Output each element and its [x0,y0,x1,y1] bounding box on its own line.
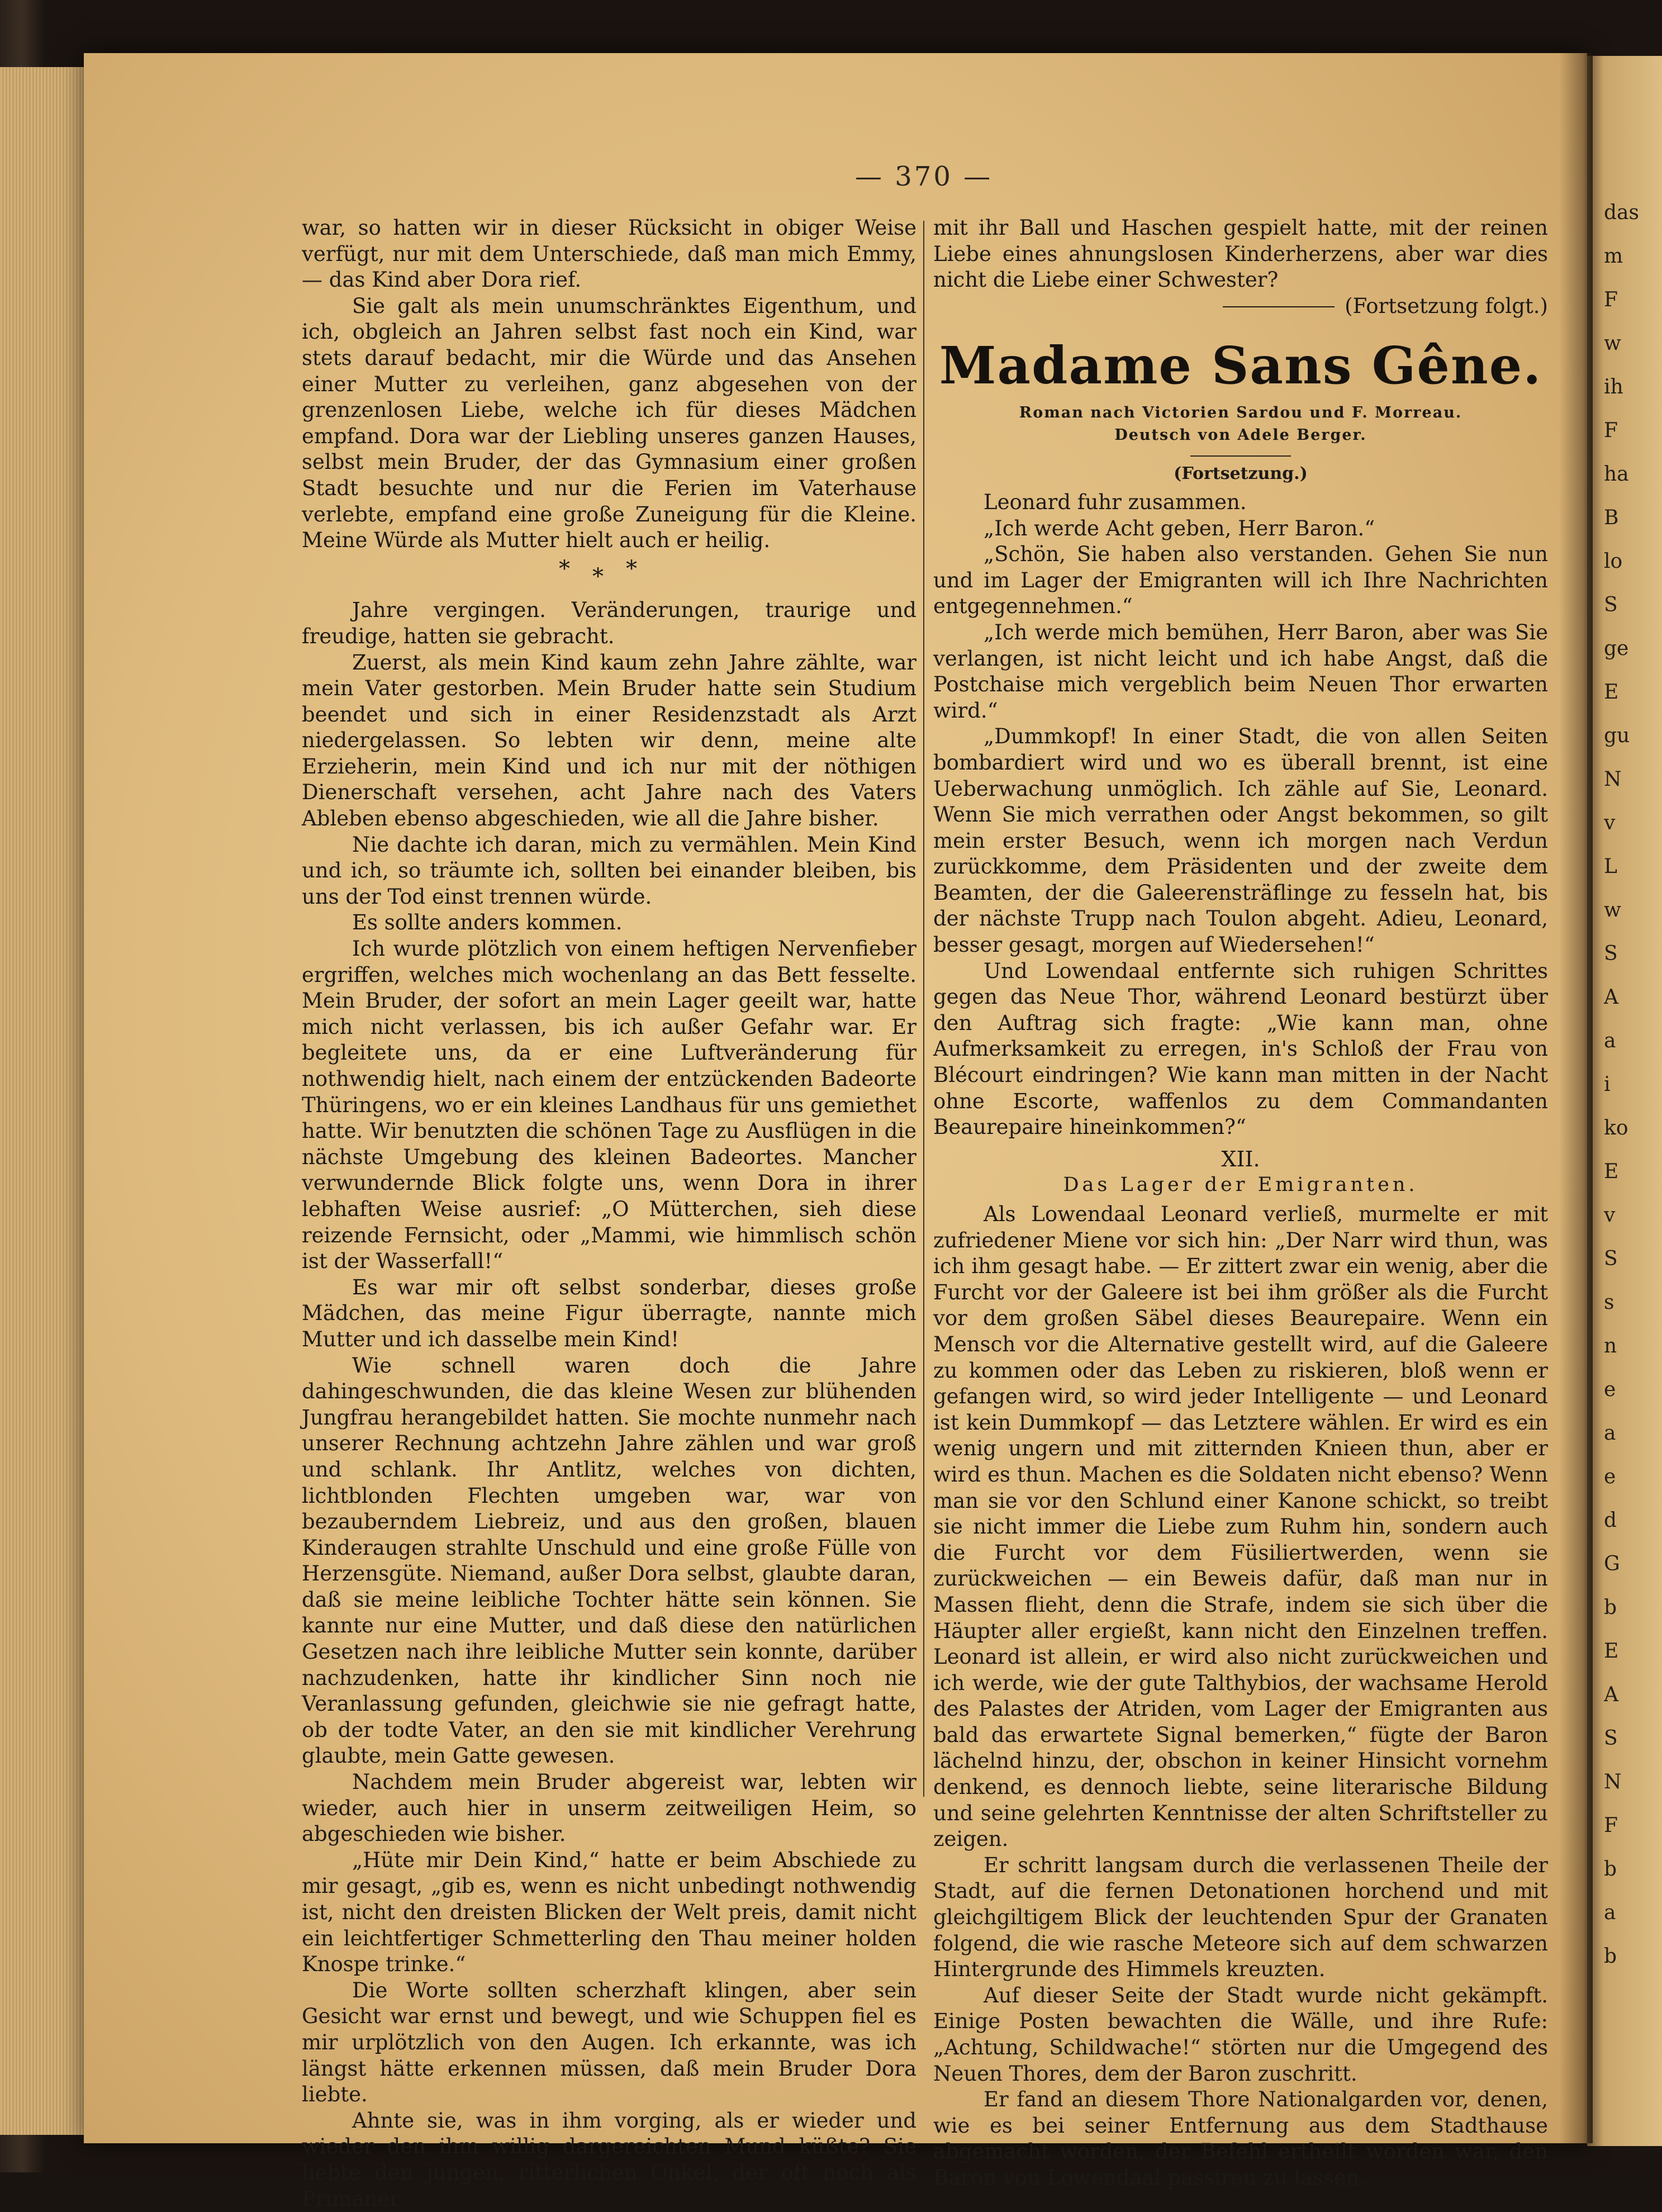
continued-note: (Fortsetzung folgt.) [1345,293,1548,318]
paragraph: Leonard fuhr zusammen. [984,490,1247,514]
byline-translator: Deutsch von Adele Berger. [1114,426,1367,444]
paragraph: Ich wurde plötzlich von einem heftigen Nervenfieber ergriffen, welches mich wochenlang an das Bett fesselte. Mein Bruder, der sofort an mein Lager geeilt war, hatte mich nicht verlassen, bis ich außer Gefahr war. Er begleitete uns, da er eine Luftveränderung für nothwendig hielt, nach einem der entzückenden Badeorte Thüringens, wo er ein kleines Landhaus für uns gemiethet hatte. Wir benutzten die schönen Tage zu Ausflügen in die nächste Umgebung des kleinen Badeortes. Mancher verwundernde Blick folgte uns, wenn Dora in ihrer lebhaften Weise ausrief: „O Mütterchen, sieh diese reizende Fernsicht, oder „Mammi, wie himmlisch schön ist der Wasserfall!“ [302,937,917,1274]
page-edges [0,67,89,2135]
paragraph: „Dummkopf! In einer Stadt, die von allen Seiten bombardiert wird und wo es überall brennt, ist eine Ueberwachung unmöglich. Ich zähle auf Sie, Leonard. Wenn Sie mich verrathen oder Angst bekommen, so gilt mein erster Besuch, wenn ich morgen nach Verdun zurückkomme, dem Präsidenten und der zweite dem Beamten, der die Galeerensträflinge zu fesseln hat, bis der nächste Trupp nach Toulon abgeht. Adieu, Leonard, besser gesagt, morgen auf Wiedersehen!“ [933,724,1548,957]
next-page-fragment: N [1604,1770,1622,1793]
next-page-fragment: lo [1604,550,1623,573]
divider-rule [1190,455,1291,457]
next-page-fragment: m [1604,245,1623,268]
next-page-fragment: s [1604,1291,1614,1314]
next-page-fragment: e [1604,1465,1616,1488]
next-page-fragment: a [1604,1029,1616,1052]
paragraph: Als Lowendaal Leonard verließ, murmelte er mit zufriedener Miene vor sich hin: „Der Narr wird thun, was ich ihm gesagt habe. — Er zittert zwar ein wenig, aber die Furcht vor der Galeere ist bei ihm größer als die Furcht vor dem großen Säbel dieses Beaurepaire. Wenn ein Mensch vor die Alternative gestellt wird, auf die Galeere zu kommen oder das Leben zu riskieren, bloß wenn er gefangen wird, so wird jeder Intelligente — und Leonard ist kein Dummkopf — das Letztere wählen. Er wird es ein wenig ungern und mit zitternden Knieen thun, aber er wird es thun. Machen es die Soldaten nicht ebenso? Wenn man sie vor den Schlund einer Kanone schickt, so treibt sie nicht immer die Liebe zum Ruhm hin, sondern auch die Furcht vor dem Füsiliertwerden, wenn sie zurückweichen — ein Beweis dafür, daß man nur in Massen flieht, denn die Strafe, indem sie sich über die Häupter aller ergießt, kann nicht den Einzelnen treffen. Leonard ist allein, er wird also nicht zurückweichen und ich werde, wie der gute Talthybios, der wachsame Herold des Palastes der Atriden, vom Lager der Emigranten aus bald das erwartete Signal bemerken,“ fügte der Baron lächelnd hinzu, der, obschon in keiner Hinsicht vornehm denkend, es dennoch liebte, seine literarische Bildung und seine gelehrten Kenntnisse der alten Schriftsteller zu zeigen. [933,1202,1548,1852]
story-headline: Madame Sans Gêne. [939,335,1542,396]
paragraph: Auf dieser Seite der Stadt wurde nicht gekämpft. Einige Posten bewachten die Wälle, und ihre Rufe: „Achtung, Schildwache!“ störten nur die Umgegend des Neuen Thores, dem der Baron zuschritt. [933,1983,1548,2086]
paragraph: Er fand an diesem Thore Nationalgarden vor, denen, wie es bei seiner Entfernung aus dem Stadthause abgemacht worden, der Befehl ertheilt worden war, den Baron von Lowendaal passiren zu lassen. [933,2087,1548,2190]
next-page-fragment: F [1604,288,1618,311]
next-page-fragment: das [1604,201,1639,224]
paragraph: Und Lowendaal entfernte sich ruhigen Schrittes gegen das Neue Thor, während Leonard bestürzt über den Auftrag sich fragte: „Wie kann man, ohne Aufmerksamkeit zu erregen, in's Schloß der Frau von Blécourt eindringen? Wie kann man mitten in der Nacht ohne Escorte, waffenlos zu dem Commandanten Beaurepaire hineinkommen?“ [933,958,1548,1140]
page-gutter-shadow [1559,53,1593,2143]
next-page-fragment: F [1604,1814,1618,1837]
paragraph: Die Worte sollten scherzhaft klingen, aber sein Gesicht war ernst und bewegt, und wie Schuppen fiel es mir urplötzlich von den Augen. Ich erkannte, was ich längst hätte erkennen müssen, daß mein Bruder Dora liebte. [302,1978,917,2107]
next-page-fragment: b [1604,1945,1617,1968]
paragraph: Ahnte sie, was in ihm vorging, als er wieder und wieder den ihm willig dargereichten Mund küßte? Sie liebte den jungen, ritterlichen Onkel, der oft noch als Primaner [302,2108,917,2211]
next-page-fragment: i [1604,1073,1611,1096]
paragraph: Es war mir oft selbst sonderbar, dieses große Mädchen, das meine Figur überragte, nannte mich Mutter und ich dasselbe mein Kind! [302,1275,917,1351]
paragraph: „Schön, Sie haben also verstanden. Gehen Sie nun und im Lager der Emigranten will ich Ihre Nachrichten entgegennehmen.“ [933,542,1548,619]
next-page-fragment: E [1604,681,1619,704]
paragraph: Nachdem mein Bruder abgereist war, lebten wir wieder, auch hier in unserm zeitweiligen Heim, so abgeschieden wie bisher. [302,1770,917,1847]
chapter-number: XII. [1221,1146,1260,1171]
next-page-fragment: a [1604,1901,1616,1924]
next-page-fragment: N [1604,768,1622,791]
next-page-fragment: w [1604,332,1621,355]
chapter-title: Das Lager der Emigranten. [1063,1174,1418,1197]
paragraph: war, so hatten wir in dieser Rücksicht in obiger Weise verfügt, nur mit dem Unterschiede, daß man mich Emmy, — das Kind aber Dora rief. [302,216,917,292]
next-page-fragment: n [1604,1335,1617,1357]
next-page-fragment: G [1604,1553,1620,1575]
next-page-fragment: ih [1604,376,1623,398]
next-page-fragment: A [1604,986,1618,1009]
paragraph: „Ich werde Acht geben, Herr Baron.“ [984,516,1375,540]
next-page-fragment: w [1604,899,1621,922]
right-column [933,215,1548,2191]
next-page-fragment: L [1604,855,1617,878]
short-rule [1223,306,1335,307]
continuation-label: (Fortsetzung.) [1174,464,1308,484]
next-page-fragment: a [1604,1422,1616,1445]
paragraph: Sie galt als mein unumschränktes Eigenthum, und ich, obgleich an Jahren selbst fast noch ein Kind, war stets darauf bedacht, mir die Würde und das Ansehen einer Mutter zu verleihen, ganz abgesehen von der grenzenlosen Liebe, welche ich für dieses Mädchen empfand. Dora war der Liebling unseres ganzen Hauses, selbst mein Bruder, der das Gymnasium einer großen Stadt besuchte und nur die Ferien im Vaterhause verlebte, empfand eine große Zuneigung für die Kleine. Meine Würde als Mutter hielt auch er heilig. [302,293,917,553]
next-page-fragment: S [1604,942,1618,965]
next-page-fragment: A [1604,1683,1618,1706]
next-page-fragment: e [1604,1378,1616,1401]
next-page-fragment: E [1604,1160,1619,1183]
next-page-fragment: E [1604,1640,1619,1663]
next-page-fragment: d [1604,1509,1617,1532]
paragraph: Zuerst, als mein Kind kaum zehn Jahre zählte, war mein Vater gestorben. Mein Bruder hatte sein Studium beendet und sich in einer Residenzstadt als Arzt niedergelassen. So lebten wir denn, meine alte Erzieherin, mein Kind und ich nur mit der nöthigen Dienerschaft versehen, acht Jahre nach des Vaters Ableben ebenso abgeschieden, wie all die Jahre bisher. [302,650,917,831]
paragraph: Wie schnell waren doch die Jahre dahingeschwunden, die das kleine Wesen zur blühenden Jungfrau herangebildet hatten. Sie mochte nunmehr nach unserer Rechnung achtzehn Jahre zählen und war groß und schlank. Ihr Antlitz, welches von dichten, lichtblonden Flechten umgeben war, war von bezauberndem Liebreiz, und aus den großen, blauen Kinderaugen strahlte Unschuld und eine große Fülle von Herzensgüte. Niemand, außer Dora selbst, glaubte daran, daß sie meine leibliche Tochter hätte sein können. Sie kannte nur eine Mutter, und daß diese den natürlichen Gesetzen nach ihre leibliche Mutter sein konnte, darüber nachzudenken, hatte ihr kindlicher Sinn noch nie Veranlassung gefunden, gleichwie sie nie gefragt hatte, ob der todte Vater, an den sie mit kindlicher Verehrung glaubte, mein Gatte gewesen. [302,1353,917,1768]
paragraph: „Hüte mir Dein Kind,“ hatte er beim Abschiede zu mir gesagt, „gib es, wenn es nicht unbedingt nothwendig ist, nicht den dreisten Blicken der Welt preis, damit nicht ein leichtfertiger Schmetterling den Thau meiner holden Knospe trinke.“ [302,1848,917,1977]
left-column [302,215,917,2212]
next-page-fragment: S [1604,1247,1618,1270]
paragraph: „Ich werde mich bemühen, Herr Baron, aber was Sie verlangen, ist nicht leicht und ich habe Angst, daß die Postchaise mich vergeblich beim Neuen Thor erwarten wird.“ [933,620,1548,723]
byline-author: Roman nach Victorien Sardou und F. Morreau. [1019,404,1462,422]
paragraph: Es sollte anders kommen. [352,910,623,935]
paragraph [933,215,1548,293]
next-page-fragment: b [1604,1858,1617,1881]
star-ornament: * [626,556,659,582]
next-page-fragment: B [1604,506,1619,529]
next-page-fragment: ko [1604,1117,1628,1140]
paragraph: Jahre vergingen. Veränderungen, traurige und freudige, hatten sie gebracht. [302,598,917,648]
next-page-edge [1587,56,1662,2146]
paragraph: Er schritt langsam durch die verlassenen Theile der Stadt, auf die fernen Detonationen horchend und mit gleichgiltigem Blick der leuchtenden Spur der Granaten folgend, die wie rasche Meteore sich auf dem schwarzen Hintergrunde des Himmels kreuzten. [933,1853,1548,1982]
next-page-fragment: gu [1604,724,1630,747]
star-ornament: * [559,556,592,582]
next-page-fragment: ha [1604,463,1629,486]
next-page-fragment: S [1604,594,1618,616]
continued-line [933,293,1548,320]
page-number: — 370 — [855,161,993,192]
next-page-fragment: S [1604,1727,1618,1750]
serial-story-ending: mit ihr Ball und Haschen gespielt hatte, mit der reinen Liebe eines ahnungslosen Kinderherzens, aber war dies nicht die Liebe einer Schwester? [933,216,1548,292]
section-break-stars [302,556,917,590]
column-divider [923,221,924,1797]
star-ornament: * [592,563,626,590]
paragraph: Nie dachte ich daran, mich zu vermählen. Mein Kind und ich, so träumte ich, sollten bei einander bleiben, bis uns der Tod einst trennen würde. [302,832,917,909]
next-page-fragment: b [1604,1596,1617,1619]
next-page-fragment: v [1604,1204,1616,1227]
next-page-fragment: F [1604,419,1618,442]
next-page-fragment: v [1604,811,1616,834]
next-page-fragment: ge [1604,637,1629,660]
